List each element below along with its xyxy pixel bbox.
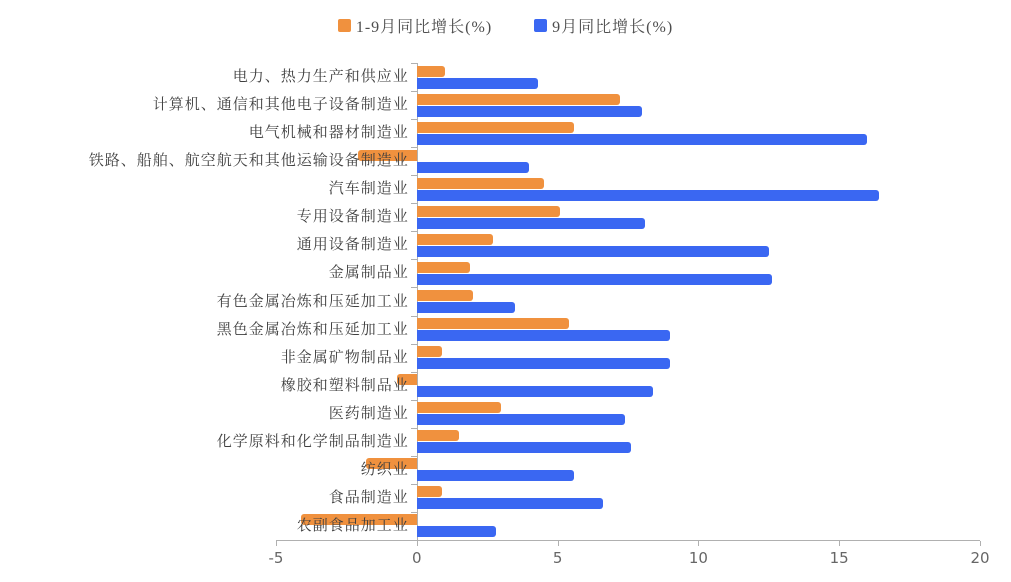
bar-cumulative-growth (417, 234, 493, 245)
y-axis-tick (411, 428, 417, 429)
category-label: 食品制造业 (328, 489, 409, 506)
bar-september-growth (417, 246, 769, 257)
y-axis-tick (411, 175, 417, 176)
y-axis-tick (411, 400, 417, 401)
chart-legend (0, 14, 1011, 37)
category-label: 电气机械和器材制造业 (248, 125, 409, 142)
bar-cumulative-growth (417, 122, 575, 133)
bar-september-growth (417, 386, 654, 397)
y-axis-tick (411, 259, 417, 260)
category-label: 计算机、通信和其他电子设备制造业 (152, 97, 409, 114)
bar-september-growth (417, 134, 868, 145)
x-axis-tick (558, 541, 559, 546)
legend-label-september: 9月同比增长(%) (552, 19, 674, 36)
bar-cumulative-growth (417, 486, 442, 497)
bar-cumulative-growth (417, 430, 459, 441)
category-label: 非金属矿物制品业 (280, 349, 409, 366)
bar-cumulative-growth (417, 290, 473, 301)
y-axis-tick (411, 147, 417, 148)
y-axis-tick (411, 231, 417, 232)
bar-september-growth (417, 162, 530, 173)
category-label: 电力、热力生产和供应业 (232, 69, 409, 86)
y-axis-tick (411, 287, 417, 288)
bar-cumulative-growth (417, 66, 445, 77)
x-axis-tick (417, 541, 418, 546)
y-axis-tick (411, 91, 417, 92)
y-axis-tick (411, 484, 417, 485)
legend-swatch-orange (338, 19, 351, 32)
category-label: 铁路、船舶、航空航天和其他运输设备制造业 (88, 153, 409, 170)
x-axis-tick (698, 541, 699, 546)
x-axis-tick-label: 10 (688, 549, 708, 567)
legend-swatch-blue (534, 19, 547, 32)
y-axis-tick (411, 512, 417, 513)
bar-cumulative-growth (417, 206, 561, 217)
category-label: 农副食品加工业 (296, 517, 409, 534)
bar-september-growth (417, 414, 625, 425)
bar-cumulative-growth (417, 262, 471, 273)
y-axis-tick (411, 316, 417, 317)
bar-september-growth (417, 442, 631, 453)
x-axis-tick (276, 541, 277, 546)
bar-cumulative-growth (417, 402, 501, 413)
category-label: 黑色金属冶炼和压延加工业 (216, 321, 409, 338)
category-label: 汽车制造业 (328, 181, 409, 198)
x-axis-tick-label: 5 (552, 549, 563, 567)
bar-cumulative-growth (417, 346, 442, 357)
x-axis-tick-label: -5 (268, 549, 284, 567)
x-axis-line (276, 540, 980, 541)
y-axis-tick (411, 540, 417, 541)
bar-september-growth (417, 330, 670, 341)
y-axis-tick (411, 63, 417, 64)
bar-september-growth (417, 302, 516, 313)
bar-september-growth (417, 78, 538, 89)
bar-september-growth (417, 190, 879, 201)
category-label: 专用设备制造业 (296, 209, 409, 226)
bar-cumulative-growth (417, 318, 569, 329)
category-label: 医药制造业 (328, 405, 409, 422)
legend-item-september[interactable] (534, 14, 673, 37)
bar-cumulative-growth (417, 178, 544, 189)
x-axis-tick-label: 20 (970, 549, 990, 567)
bar-september-growth (417, 470, 575, 481)
x-axis-tick-label: 0 (412, 549, 422, 567)
bar-september-growth (417, 498, 603, 509)
bar-september-growth (417, 106, 642, 117)
bar-september-growth (417, 526, 496, 537)
y-axis-tick (411, 456, 417, 457)
bar-september-growth (417, 218, 645, 229)
x-axis-tick (839, 541, 840, 546)
category-label: 金属制品业 (328, 265, 409, 282)
category-label: 通用设备制造业 (296, 237, 409, 254)
y-axis-tick (411, 372, 417, 373)
legend-label-cumulative: 1-9月同比增长(%) (355, 19, 493, 36)
y-axis-tick (411, 119, 417, 120)
category-label: 化学原料和化学制品制造业 (216, 433, 409, 450)
category-label: 有色金属冶炼和压延加工业 (216, 293, 409, 310)
category-label: 橡胶和塑料制品业 (280, 377, 409, 394)
x-axis-tick (980, 541, 981, 546)
category-label: 纺织业 (360, 461, 409, 478)
y-axis-tick (411, 203, 417, 204)
legend-item-cumulative[interactable] (338, 14, 492, 37)
bar-september-growth (417, 274, 772, 285)
bar-cumulative-growth (417, 94, 620, 105)
y-axis-tick (411, 344, 417, 345)
bar-september-growth (417, 358, 670, 369)
x-axis-tick-label: 15 (829, 549, 849, 567)
